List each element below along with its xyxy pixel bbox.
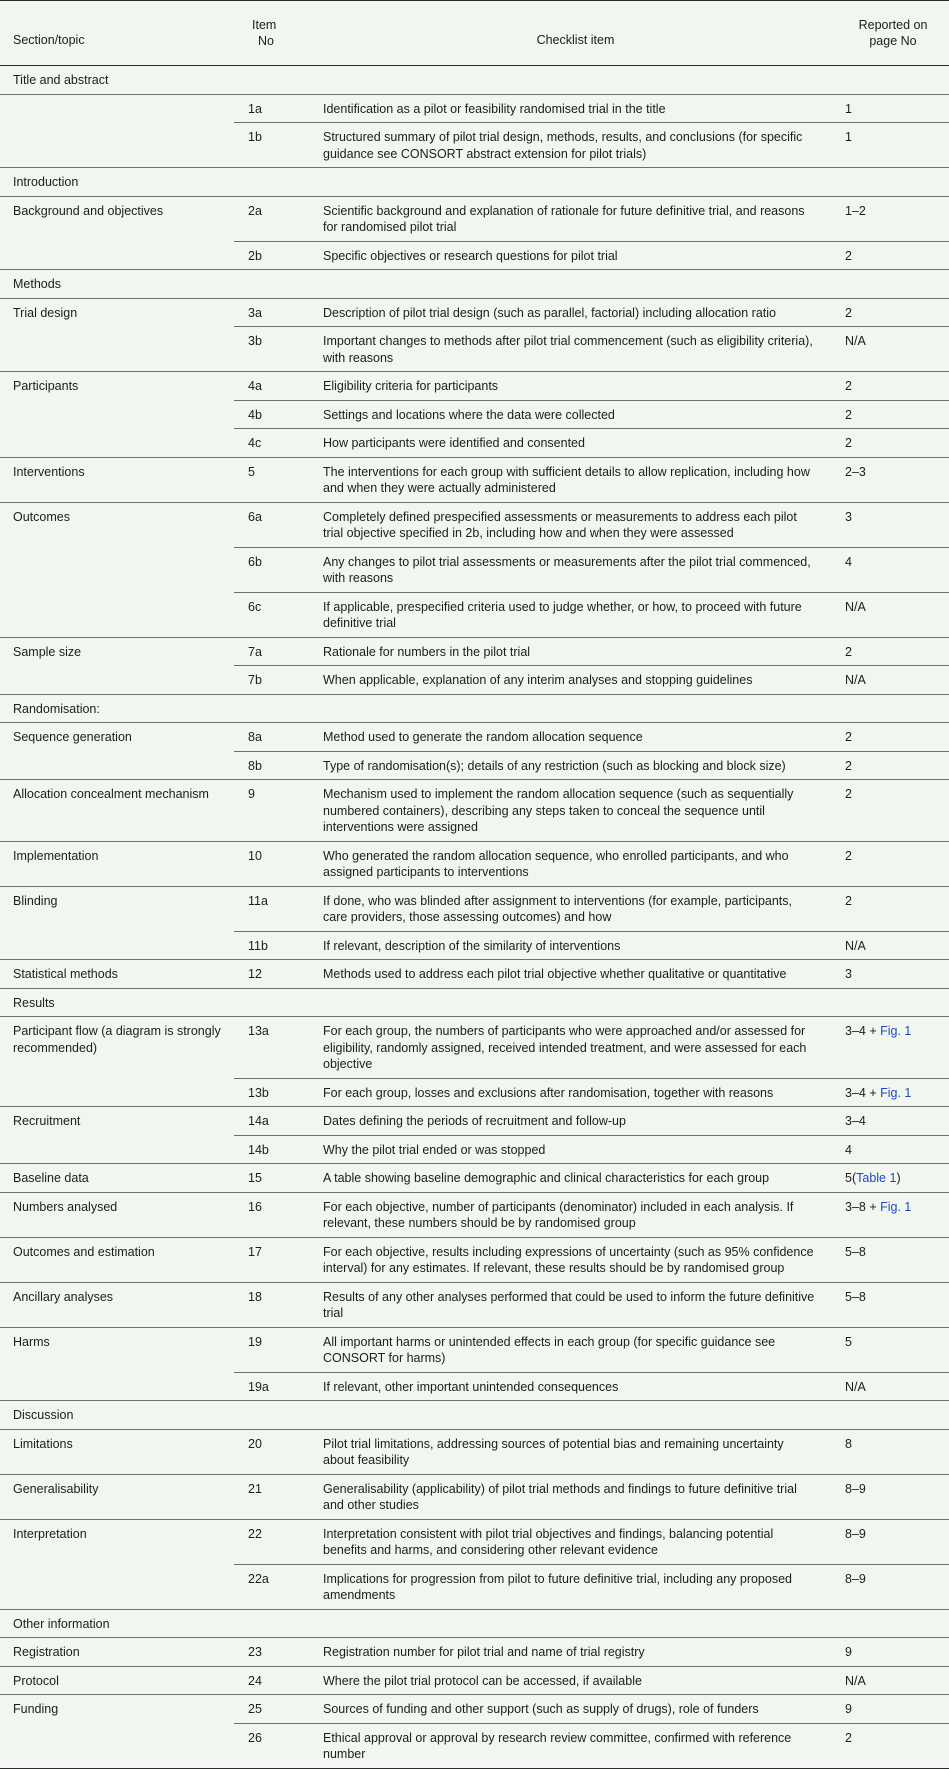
- topic-cell: Baseline data: [0, 1164, 234, 1193]
- item-no: 5: [234, 457, 314, 502]
- header-checklist-label: Checklist item: [536, 33, 615, 47]
- checklist-item: Where the pilot trial protocol can be accessed, if available: [314, 1666, 837, 1695]
- item-no: 11a: [234, 886, 314, 931]
- page-no: 2: [837, 372, 949, 401]
- item-no: 1b: [248, 130, 262, 144]
- section-row-other-information: [0, 1609, 949, 1638]
- table-row: [0, 841, 949, 886]
- topic-cell: Registration: [0, 1638, 234, 1667]
- topic-cell: Statistical methods: [0, 960, 234, 989]
- topic-cell: Trial design: [0, 298, 234, 372]
- section-heading: Introduction: [0, 168, 949, 197]
- page-no: N/A: [837, 1372, 949, 1401]
- section-heading: Discussion: [0, 1401, 949, 1430]
- checklist-item: If relevant, description of the similarity of interventions: [314, 931, 837, 960]
- item-no: 6c: [234, 592, 314, 637]
- topic-cell: Outcomes and estimation: [0, 1237, 234, 1282]
- section-heading: Other information: [0, 1609, 949, 1638]
- table-row: [0, 960, 949, 989]
- item-no: 1a: [234, 94, 314, 123]
- table-row: [0, 1638, 949, 1667]
- table-row: [0, 1474, 949, 1519]
- checklist-item: Structured summary of pilot trial design, methods, results, and conclusions (for specific guidance see CONSORT abstract extension for pilot trials): [323, 130, 803, 161]
- checklist-item: Results of any other analyses performed that could be used to inform the future definitive trial: [314, 1282, 837, 1327]
- header-item-no-line2: No: [258, 34, 274, 48]
- item-no: 19a: [234, 1372, 314, 1401]
- checklist-item: How participants were identified and consented: [314, 429, 837, 458]
- figure-link[interactable]: Fig. 1: [880, 1085, 912, 1100]
- checklist-item: For each objective, number of participants (denominator) included in each analysis. If relevant, these numbers should be by randomised group: [314, 1192, 837, 1237]
- section-row-title-abstract: [0, 66, 949, 95]
- page-no: N/A: [837, 666, 949, 695]
- item-no: 13b: [234, 1078, 314, 1107]
- item-no: 2a: [234, 196, 314, 241]
- header-section-topic: [0, 1, 234, 66]
- page-no: 2–3: [837, 457, 949, 502]
- section-heading: Title and abstract: [0, 66, 949, 95]
- item-no: 13a: [234, 1017, 314, 1079]
- page-no: 4: [837, 547, 949, 592]
- checklist-item: Settings and locations where the data were collected: [314, 400, 837, 429]
- item-no: 22a: [234, 1564, 314, 1609]
- topic-cell: Interpretation: [0, 1519, 234, 1609]
- section-heading: Randomisation:: [0, 694, 949, 723]
- item-no: 20: [234, 1429, 314, 1474]
- table-row: [0, 196, 949, 241]
- page-no: 2: [837, 751, 949, 780]
- item-no: 14b: [234, 1135, 314, 1164]
- page-no: 5: [837, 1327, 949, 1372]
- item-no: 23: [234, 1638, 314, 1667]
- table-row: [0, 637, 949, 666]
- checklist-item: For each group, losses and exclusions after randomisation, together with reasons: [314, 1078, 837, 1107]
- page-no: 2: [837, 400, 949, 429]
- section-row-results: [0, 988, 949, 1017]
- topic-cell: Interventions: [0, 457, 234, 502]
- checklist-item: For each objective, results including expressions of uncertainty (such as 95% confidence interval) for any estimates. If relevant, these results should be by randomised group: [314, 1237, 837, 1282]
- checklist-item: Pilot trial limitations, addressing sources of potential bias and remaining uncertainty about feasibility: [314, 1429, 837, 1474]
- figure-link[interactable]: Fig. 1: [880, 1199, 912, 1214]
- topic-cell: Outcomes: [0, 502, 234, 637]
- table-row: [0, 298, 949, 327]
- page-no: 2: [837, 298, 949, 327]
- item-no: 21: [234, 1474, 314, 1519]
- table-row: [0, 886, 949, 931]
- checklist-item: Generalisability (applicability) of pilot trial methods and findings to future definitive trial and other studies: [314, 1474, 837, 1519]
- topic-cell: Implementation: [0, 841, 234, 886]
- page-text: 3–4 +: [845, 1085, 881, 1100]
- header-page-line1: Reported on: [858, 18, 928, 32]
- page-text: 3–4 +: [845, 1024, 881, 1038]
- header-item-no-line1: Item: [252, 18, 277, 32]
- table-row: [0, 1164, 949, 1193]
- item-no: 17: [234, 1237, 314, 1282]
- page-no: 1: [837, 94, 949, 123]
- page-no: 2: [837, 886, 949, 931]
- item-no: 3b: [234, 327, 314, 372]
- topic-cell: Participant flow (a diagram is strongly recommended): [0, 1017, 234, 1107]
- item-no: 19: [234, 1327, 314, 1372]
- page-no: 9: [837, 1638, 949, 1667]
- topic-cell: [0, 94, 234, 168]
- page-no: [837, 1192, 949, 1237]
- checklist-item: For each group, the numbers of participants who were approached and/or assessed for eligibility, randomly assigned, received intended treatment, and were assessed for each objective: [314, 1017, 837, 1079]
- page-no: [837, 1164, 949, 1193]
- checklist-item: All important harms or unintended effects in each group (for specific guidance see CONSORT for harms): [314, 1327, 837, 1372]
- page-no: 3–4: [837, 1107, 949, 1136]
- checklist-item: Type of randomisation(s); details of any restriction (such as blocking and block size): [314, 751, 837, 780]
- header-checklist-item: [314, 1, 837, 66]
- section-heading: Methods: [0, 270, 949, 299]
- page-no: N/A: [837, 931, 949, 960]
- table-row: [0, 94, 949, 123]
- checklist-item: Description of pilot trial design (such as parallel, factorial) including allocation ratio: [314, 298, 837, 327]
- checklist-item: Mechanism used to implement the random allocation sequence (such as sequentially numbered containers), describing any steps taken to conceal the sequence until interventions were assigned: [314, 780, 837, 842]
- page-no: 8–9: [837, 1474, 949, 1519]
- page-no: 2: [837, 723, 949, 752]
- section-row-randomisation: [0, 694, 949, 723]
- page-no: 3: [837, 502, 949, 547]
- table-row: [0, 1192, 949, 1237]
- page-no: 5–8: [837, 1282, 949, 1327]
- page-no: 9: [837, 1695, 949, 1724]
- topic-cell: Numbers analysed: [0, 1192, 234, 1237]
- page-no: N/A: [837, 1666, 949, 1695]
- table-header: [0, 1, 949, 66]
- section-row-discussion: [0, 1401, 949, 1430]
- page-no: 1–2: [837, 196, 949, 241]
- table-row: [0, 1429, 949, 1474]
- figure-link[interactable]: Fig. 1: [880, 1024, 912, 1038]
- page-no: 1: [845, 130, 852, 144]
- item-no: 7b: [234, 666, 314, 695]
- topic-cell: Recruitment: [0, 1107, 234, 1164]
- page-no: 2: [837, 780, 949, 842]
- table-row: [0, 457, 949, 502]
- item-no: 6a: [234, 502, 314, 547]
- page-no: 2: [837, 841, 949, 886]
- page-no: 5–8: [837, 1237, 949, 1282]
- checklist-item: Methods used to address each pilot trial objective whether qualitative or quantitative: [314, 960, 837, 989]
- topic-cell: Blinding: [0, 886, 234, 960]
- item-no: 22: [234, 1519, 314, 1564]
- topic-cell: Background and objectives: [0, 196, 234, 270]
- page-no: [837, 1017, 949, 1079]
- checklist-item: Any changes to pilot trial assessments or measurements after the pilot trial commenced, with reasons: [314, 547, 837, 592]
- page-text-end: ): [896, 1171, 901, 1185]
- checklist-item: The interventions for each group with sufficient details to allow replication, including how and when they were actually administered: [314, 457, 837, 502]
- checklist-item: Eligibility criteria for participants: [314, 372, 837, 401]
- table-row: [0, 1519, 949, 1564]
- topic-cell: Sample size: [0, 637, 234, 694]
- item-no: 25: [234, 1695, 314, 1724]
- table-row: [0, 1282, 949, 1327]
- table-row: [0, 1666, 949, 1695]
- page-no: 2: [837, 429, 949, 458]
- topic-cell: Participants: [0, 372, 234, 458]
- table-link[interactable]: Table 1: [856, 1171, 897, 1185]
- section-heading: Results: [0, 988, 949, 1017]
- page-no: 8–9: [837, 1519, 949, 1564]
- item-no: 9: [234, 780, 314, 842]
- topic-cell: Sequence generation: [0, 723, 234, 780]
- topic-cell: Limitations: [0, 1429, 234, 1474]
- topic-cell: Funding: [0, 1695, 234, 1769]
- checklist-item: When applicable, explanation of any interim analyses and stopping guidelines: [314, 666, 837, 695]
- checklist-item: Identification as a pilot or feasibility randomised trial in the title: [314, 94, 837, 123]
- table-row: [0, 1237, 949, 1282]
- table-row: [0, 780, 949, 842]
- item-no: 8a: [234, 723, 314, 752]
- page-no: 2: [837, 1723, 949, 1768]
- checklist-item: Method used to generate the random allocation sequence: [314, 723, 837, 752]
- item-no: 11b: [234, 931, 314, 960]
- table-row: [0, 1695, 949, 1724]
- item-no: 12: [234, 960, 314, 989]
- checklist-item: Sources of funding and other support (such as supply of drugs), role of funders: [314, 1695, 837, 1724]
- checklist-item: Who generated the random allocation sequence, who enrolled participants, and who assigned participants to interventions: [314, 841, 837, 886]
- checklist-item: If relevant, other important unintended consequences: [314, 1372, 837, 1401]
- table-row: [0, 1327, 949, 1372]
- item-no: 7a: [234, 637, 314, 666]
- item-no: 8b: [234, 751, 314, 780]
- section-row-introduction: [0, 168, 949, 197]
- item-no: 16: [234, 1192, 314, 1237]
- checklist-item: Why the pilot trial ended or was stopped: [314, 1135, 837, 1164]
- topic-cell: Generalisability: [0, 1474, 234, 1519]
- checklist-item: Registration number for pilot trial and name of trial registry: [314, 1638, 837, 1667]
- checklist-item: Implications for progression from pilot to future definitive trial, including any proposed amendments: [314, 1564, 837, 1609]
- table-row: [0, 1107, 949, 1136]
- topic-cell: Allocation concealment mechanism: [0, 780, 234, 842]
- item-no: 24: [234, 1666, 314, 1695]
- page-no: 2: [837, 637, 949, 666]
- table-row: [0, 723, 949, 752]
- checklist-item: Completely defined prespecified assessments or measurements to address each pilot trial objective specified in 2b, including how and when they were assessed: [314, 502, 837, 547]
- header-page-line2: page No: [869, 34, 917, 48]
- item-no: 14a: [234, 1107, 314, 1136]
- item-no: 4c: [234, 429, 314, 458]
- page-no: N/A: [837, 327, 949, 372]
- page-no: 2: [837, 241, 949, 270]
- page-no: 8: [837, 1429, 949, 1474]
- header-item-no: [234, 1, 314, 66]
- checklist-item: A table showing baseline demographic and clinical characteristics for each group: [314, 1164, 837, 1193]
- page-text: 3–8 +: [845, 1199, 881, 1214]
- checklist-item: Interpretation consistent with pilot trial objectives and findings, balancing potential benefits and harms, and considering other relevant evidence: [314, 1519, 837, 1564]
- header-section-label: Section/topic: [13, 33, 85, 47]
- checklist-item: Specific objectives or research questions for pilot trial: [314, 241, 837, 270]
- item-no: 4a: [234, 372, 314, 401]
- page-no: 4: [837, 1135, 949, 1164]
- item-no: 10: [234, 841, 314, 886]
- item-no: 4b: [234, 400, 314, 429]
- checklist-item: Rationale for numbers in the pilot trial: [314, 637, 837, 666]
- topic-cell: Protocol: [0, 1666, 234, 1695]
- item-no: 15: [234, 1164, 314, 1193]
- checklist-item: Dates defining the periods of recruitment and follow-up: [314, 1107, 837, 1136]
- checklist-item: Important changes to methods after pilot trial commencement (such as eligibility criteria), with reasons: [314, 327, 837, 372]
- checklist-item: Ethical approval or approval by research review committee, confirmed with reference number: [314, 1723, 837, 1768]
- page-no: 3: [837, 960, 949, 989]
- checklist-item: If applicable, prespecified criteria used to judge whether, or how, to proceed with future definitive trial: [314, 592, 837, 637]
- header-page-no: [837, 1, 949, 66]
- checklist-item: If done, who was blinded after assignment to interventions (for example, participants, care providers, those assessing outcomes) and how: [314, 886, 837, 931]
- item-no: 3a: [234, 298, 314, 327]
- item-no: 26: [234, 1723, 314, 1768]
- checklist-item: Scientific background and explanation of rationale for future definitive trial, and reasons for randomised pilot trial: [314, 196, 837, 241]
- page-text: 5(: [845, 1171, 857, 1185]
- table-row: [0, 372, 949, 401]
- item-no: 18: [234, 1282, 314, 1327]
- page-no: N/A: [837, 592, 949, 637]
- topic-cell: Harms: [0, 1327, 234, 1401]
- page-no: [837, 1078, 949, 1107]
- topic-cell: Ancillary analyses: [0, 1282, 234, 1327]
- item-no: 2b: [234, 241, 314, 270]
- table-row: [0, 1017, 949, 1079]
- page-no: 8–9: [837, 1564, 949, 1609]
- item-no: 6b: [234, 547, 314, 592]
- section-row-methods: [0, 270, 949, 299]
- table-row: [0, 502, 949, 547]
